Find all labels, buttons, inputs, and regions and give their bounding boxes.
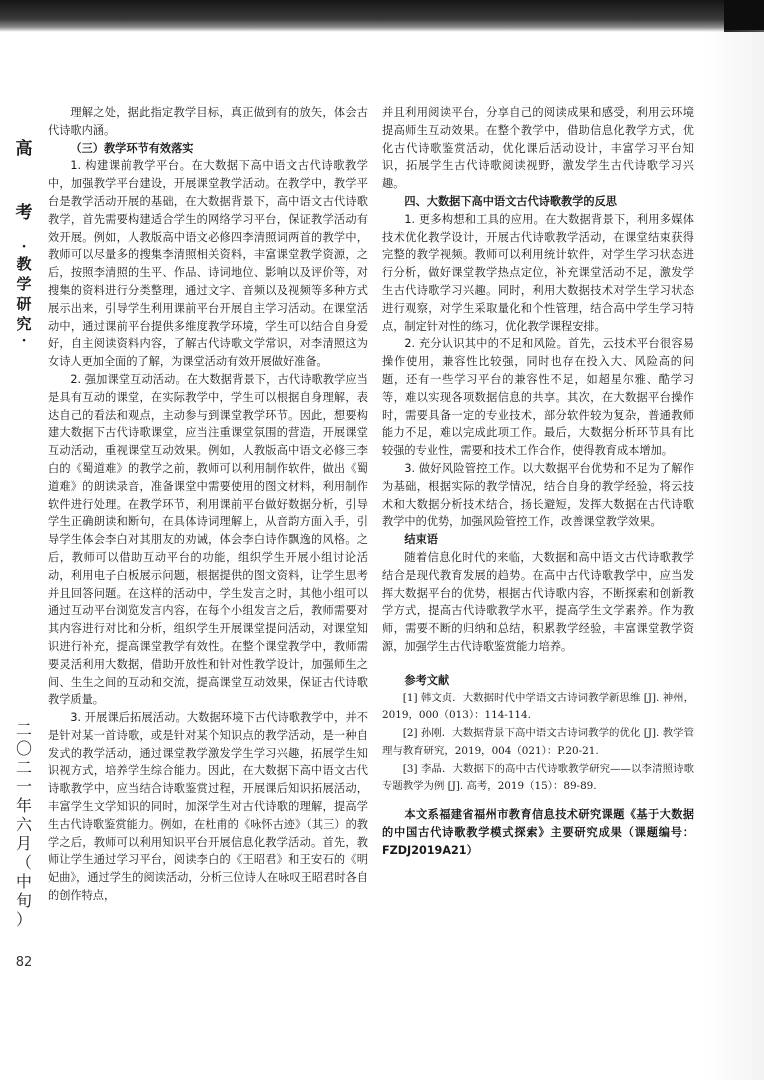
journal-subtitle-char: 研 xyxy=(16,295,32,313)
journal-subtitle-char: · xyxy=(21,239,27,255)
issue-date xyxy=(6,720,42,929)
issue-char: 月 xyxy=(15,834,32,853)
paragraph: 3. 做好风险管控工作。以大数据平台优势和不足为了解作为基础，根据实际的教学情况，结合自身的教学经验，将云技术和大数据分析技术结合，扬长避短，发挥大数据在古代诗歌教学中的优势，加强风险管控工作，改善课堂教学效果。 xyxy=(382,461,694,529)
spacer xyxy=(382,656,694,666)
left-column xyxy=(48,104,368,905)
journal-subtitle-char: 究 xyxy=(16,315,32,333)
issue-char: 〇 xyxy=(15,739,32,758)
reference-item: [3] 李晶．大数据下的高中古代诗歌教学研究——以李清照诗歌专题教学为例 [J]. 高考，2019（15）：89-89. xyxy=(382,762,694,793)
journal-subtitle-char: · xyxy=(21,333,27,349)
scan-corner xyxy=(724,0,764,32)
issue-char: 二 xyxy=(15,720,32,739)
issue-char: 六 xyxy=(15,815,32,834)
journal-subtitle-char: 学 xyxy=(16,275,32,293)
issue-char: 一 xyxy=(15,777,32,796)
issue-char: 年 xyxy=(15,796,32,815)
reference-item: [2] 孙刚．大数据背景下高中语文古诗词教学的优化 [J]. 教学管理与教育研究，2019，004（021）：P.20-21. xyxy=(382,727,694,757)
paragraph: 1. 更多构想和工具的应用。在大数据背景下，利用多媒体技术优化教学设计，开展古代诗歌教学活动，在课堂结束获得完整的教学视频。教师可以利用统计软件，对学生学习状态进行分析，做好课堂教学热点定位，补充课堂活动不足，激发学生古代诗歌学习兴趣。同时，利用大数据技术对学生学习状态进行观察，对学生采取量化和个性管理，结合高中学生学习特点，制定针对性的练习，优化教学课程安排。 xyxy=(382,212,694,333)
journal-title xyxy=(6,136,42,348)
conclusion-heading: 结束语 xyxy=(404,533,438,547)
journal-char: 高 xyxy=(15,139,33,159)
journal-subtitle-char: 教 xyxy=(16,255,32,273)
page-number: 82 xyxy=(15,955,33,970)
paragraph: 并且利用阅读平台，分享自己的阅读成果和感受，利用云环境提高师生互动效果。在整个教学中，借助信息化教学方式，优化古代诗歌鉴赏活动，优化课后活动设计，丰富学习平台知识，拓展学生古代诗歌阅读视野，激发学生古代诗歌学习兴趣。 xyxy=(382,106,694,191)
issue-char: 中 xyxy=(15,872,32,891)
right-column xyxy=(382,104,694,860)
paragraph: 3. 开展课后拓展活动。大数据环境下古代诗歌教学中，并不是针对某一首诗歌，或是针对某个知识点的教学活动，是一种自发式的教学活动，通过课堂教学激发学生学习兴趣，拓展学生知识视方式，培养学生综合能力。因此，在大数据下高中语文古代诗歌教学中，应当结合诗歌鉴赏过程，开展课后知识拓展活动，丰富学生文学知识的同时，加深学生对古代诗歌的理解，提高学生古代诗歌鉴赏能力。例如，在杜甫的《咏怀古迹》（其三）的教学之后，教师可以利用知识平台开展信息化教学活动。首先，教师让学生通过学习平台，阅读李白的《王昭君》和王安石的《明妃曲》，通过学生的阅读活动，分析三位诗人在咏叹王昭君时各自的创作特点， xyxy=(48,711,368,903)
page-margin xyxy=(6,100,42,1040)
reference-item: [1] 韩文贞．大数据时代中学语文古诗词教学新思维 [J]. 神州，2019，000（013）：114-114. xyxy=(382,691,694,722)
journal-char: 考 xyxy=(15,203,33,223)
section-heading: 四、大数据下高中语文古代诗歌教学的反思 xyxy=(404,194,617,208)
paragraph: 1. 构建课前教学平台。在大数据下高中语文古代诗歌教学中，加强教学平台建设，开展课堂教学活动。在教学中，教学平台是教学活动开展的基础，在大数据背景下，高中语文古代诗歌教学，首先需要构建适合学生的网络学习平台，保证教学活动有效开展。例如，人教版高中语文必修四李清照词两首的教学中，教师可以尽量多的搜集李清照相关资料，丰富课堂教学资源，之后，按照李清照的生平、作品、诗词地位、影响以及评价等，对搜集的资料进行分类整理，通过文字、音频以及视频等多种方式展示出来，引导学生利用课前平台开展自主学习活动。在课堂活动中，通过课前平台提供多维度教学环境，学生可以结合自身爱好，自主阅读资料内容，了解古代诗歌文学常识，对李清照这为女诗人更加全面的了解，为课堂活动有效开展做好准备。 xyxy=(48,159,368,369)
references-heading: 参考文献 xyxy=(404,673,450,687)
issue-char: ） xyxy=(15,910,32,929)
section-heading: （三）教学环节有效落实 xyxy=(70,141,194,155)
scan-top-edge xyxy=(0,0,764,32)
paragraph: 2. 强加课堂互动活动。在大数据背景下，古代诗歌教学应当是具有互动的课堂，在实际教学中，学生可以根据自身理解，表达自己的看法和观点，主动参与到课堂教学环节。因此，想要构建大数据下古代诗歌课堂，应当注重课堂氛围的营造，开展课堂互动活动，重视课堂互动效果。例如，人教版高中语文必修三李白的《蜀道难》的教学之前，教师可以利用制作软件，做出《蜀道难》的朗读录音，准备课堂中需要使用的图文材料，利用制作软件进行处理。在教学环节，利用课前平台做好数据分析，引导学生正确朗读和断句，在具体诗词理解上，从音韵方面入手，引导学生体会李白对其朋友的劝诫，体会李白诗作飘逸的风格。之后，教师可以借助互动平台的功能，组织学生开展小组讨论活动，利用电子白板展示问题，根据提供的图文资料，让学生思考并且回答问题。在这样的活动中，学生发言之时，其他小组可以通过互动平台浏览发言内容，在每个小组发言之后，教师需要对其内容进行对比和分析，组织学生开展课堂提问活动，对课堂知识进行补充，提高课堂教学有效性。在整个课堂教学中，教师需要灵活利用大数据，借助开放性和针对性教学设计，加强师生之间、生生之间的互动和交流，提高课堂互动效果，保证古代诗歌教学质量。 xyxy=(48,372,368,707)
issue-char: 二 xyxy=(15,758,32,777)
paragraph: 随着信息化时代的来临，大数据和高中语文古代诗歌教学结合是现代教育发展的趋势。在高中古代诗歌教学中，应当发挥大数据平台的优势，根据古代诗歌内容，不断探索和创新教学方式，提高古代诗歌教学水平，提高学生文学素养。作为教师，需要不断的归纳和总结，积累教学经验，丰富课堂教学资源，加强学生古代诗歌鉴赏能力培养。 xyxy=(382,550,694,653)
issue-char: （ xyxy=(15,853,32,872)
issue-char: 旬 xyxy=(15,891,32,910)
funding-note: 本文系福建省福州市教育信息技术研究课题《基于大数据的中国古代诗歌教学模式探索》主要研究成果（课题编号：FZDJ2019A21） xyxy=(382,808,694,857)
scan-shadow xyxy=(704,30,764,1080)
paragraph: 2. 充分认识其中的不足和风险。首先，云技术平台很容易操作使用，兼容性比较强，同时也存在投入大、风险高的问题，还有一些学习平台的兼容性不足，如超星尔雅、酷学习等，难以实现各项数据信息的共享。其次，在大数据平台操作时，需要具备一定的专业技术，部分软件较为复杂，普通教师能力不足，难以完成此项工作。最后，大数据分析环节具有比较强的专业性，需要和技术工作合作，使得教育成本增加。 xyxy=(382,337,694,458)
paragraph: 理解之处，据此指定教学目标，真正做到有的放矢，体会古代诗歌内涵。 xyxy=(48,106,368,137)
